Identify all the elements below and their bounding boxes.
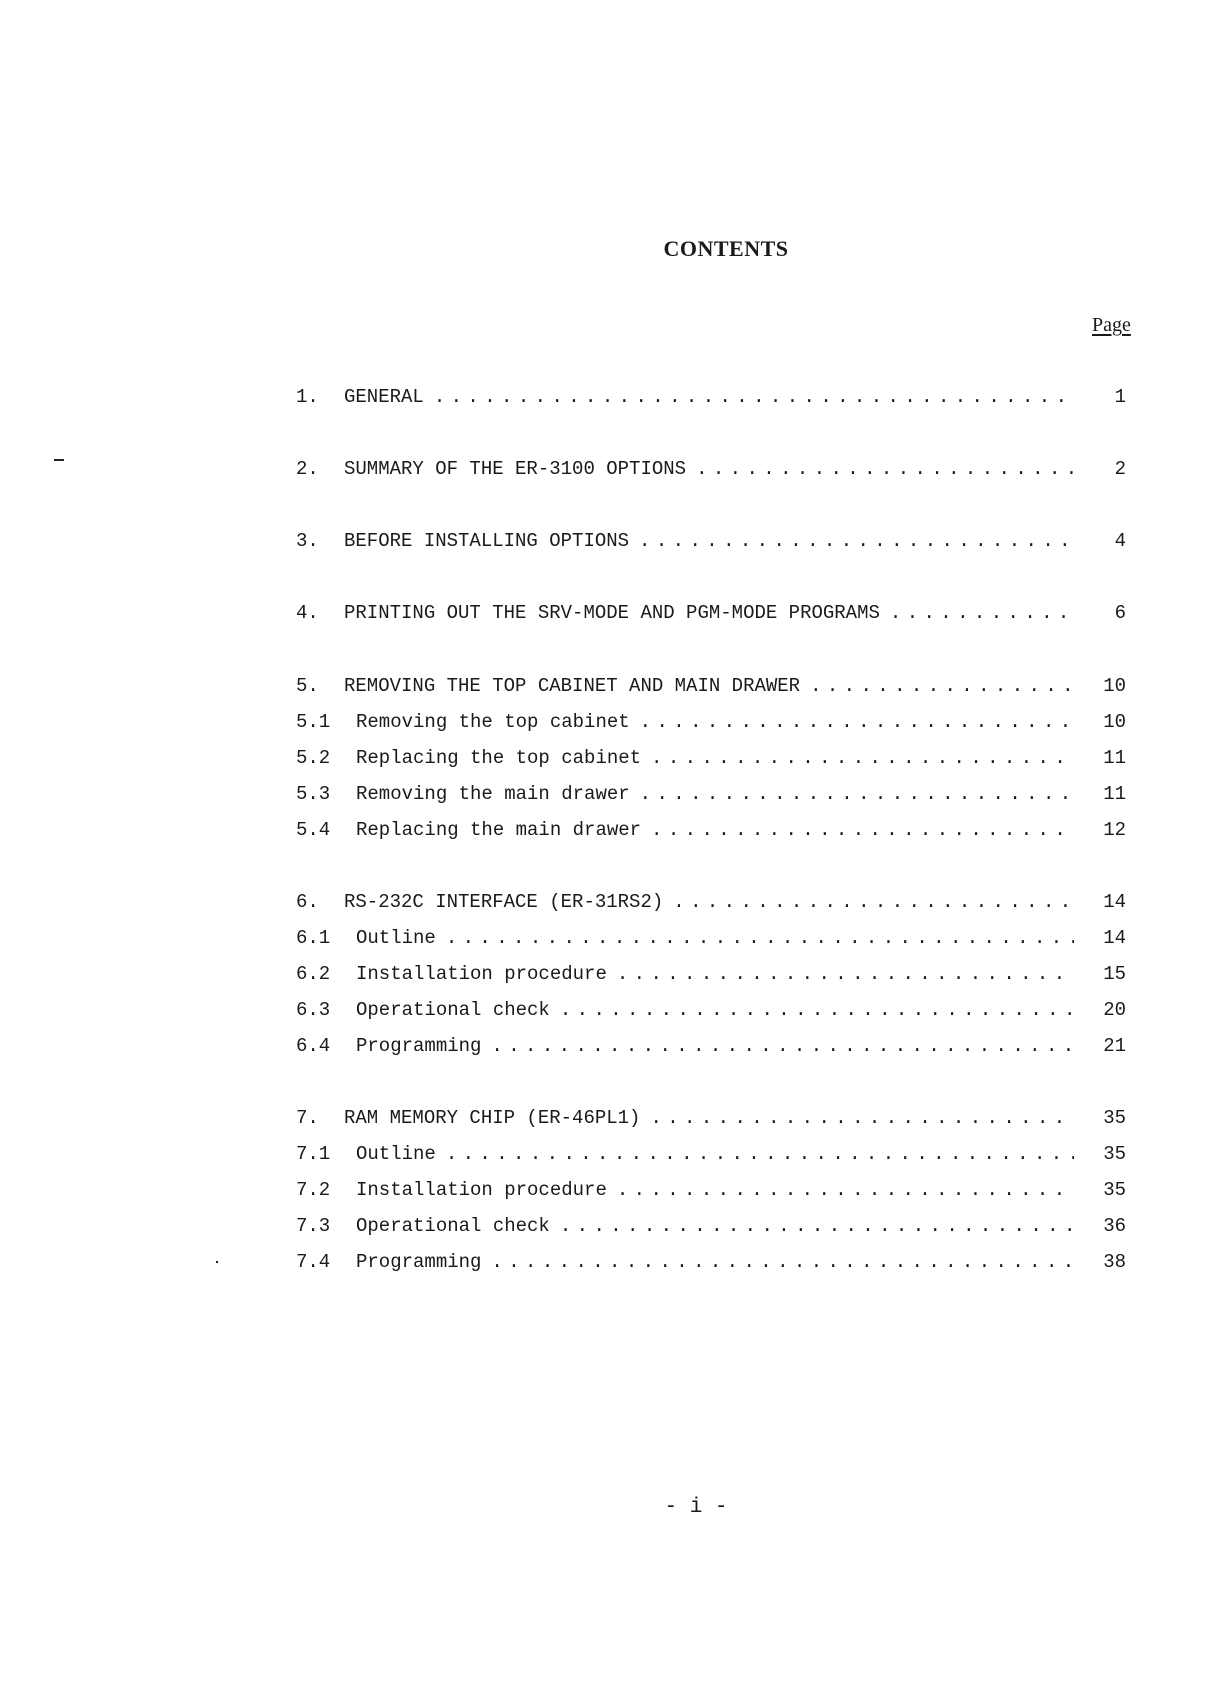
toc-entry-number: 5.4 xyxy=(296,819,331,841)
dot-leader xyxy=(650,1107,1074,1129)
toc-entry-page: 35 xyxy=(1103,1107,1126,1129)
toc-entry-1[interactable] xyxy=(296,386,1126,416)
dot-leader xyxy=(617,1179,1074,1201)
toc-entry-number: 4. xyxy=(296,602,319,624)
toc-entry-page: 2 xyxy=(1114,458,1126,480)
toc-entry-page: 10 xyxy=(1103,675,1126,697)
scan-artifact xyxy=(54,459,64,461)
toc-entry-label: Replacing the main drawer xyxy=(356,819,642,841)
toc-entry-page: 14 xyxy=(1103,891,1126,913)
dot-leader xyxy=(640,783,1074,805)
toc-entry-number: 2. xyxy=(296,458,319,480)
toc-entry-page: 14 xyxy=(1103,927,1126,949)
toc-entry-number: 7. xyxy=(296,1107,319,1129)
toc-entry-label: REMOVING THE TOP CABINET AND MAIN DRAWER xyxy=(344,675,801,697)
toc-entry-page: 36 xyxy=(1103,1215,1126,1237)
toc-entry-number: 1. xyxy=(296,386,319,408)
toc-entry-label: Outline xyxy=(356,1143,436,1165)
toc-entry-label: RS-232C INTERFACE (ER-31RS2) xyxy=(344,891,664,913)
toc-entry-3[interactable] xyxy=(296,530,1126,560)
toc-entry-label: Outline xyxy=(356,927,436,949)
toc-entry-6-3[interactable] xyxy=(296,999,1126,1029)
toc-entry-number: 7.4 xyxy=(296,1251,331,1273)
page-column-header: Page xyxy=(1092,314,1131,336)
toc-entry-page: 38 xyxy=(1103,1251,1126,1273)
toc-entry-page: 15 xyxy=(1103,963,1126,985)
toc-entry-label: Installation procedure xyxy=(356,1179,607,1201)
dot-leader xyxy=(651,819,1074,841)
page-number-footer: - i - xyxy=(664,1496,728,1519)
toc-entry-label: PRINTING OUT THE SRV-MODE AND PGM-MODE PROGRAMS xyxy=(344,602,880,624)
dot-leader xyxy=(446,927,1074,949)
toc-entry-5-3[interactable] xyxy=(296,783,1126,813)
dot-leader xyxy=(696,458,1074,480)
toc-entry-number: 6.4 xyxy=(296,1035,331,1057)
dot-leader xyxy=(560,1215,1074,1237)
page-title: CONTENTS xyxy=(663,236,789,261)
toc-entry-page: 12 xyxy=(1103,819,1126,841)
toc-entry-number: 5.2 xyxy=(296,747,331,769)
scan-artifact xyxy=(216,1261,218,1263)
toc-entry-label: Operational check xyxy=(356,1215,550,1237)
toc-entry-label: Operational check xyxy=(356,999,550,1021)
dot-leader xyxy=(810,675,1074,697)
toc-entry-7[interactable] xyxy=(296,1107,1126,1137)
toc-entry-page: 10 xyxy=(1103,711,1126,733)
toc-entry-label: BEFORE INSTALLING OPTIONS xyxy=(344,530,630,552)
toc-entry-number: 6. xyxy=(296,891,319,913)
toc-entry-7-4[interactable] xyxy=(296,1251,1126,1281)
dot-leader xyxy=(560,999,1074,1021)
toc-entry-5[interactable] xyxy=(296,675,1126,705)
toc-entry-label: Programming xyxy=(356,1035,482,1057)
toc-entry-6[interactable] xyxy=(296,891,1126,921)
toc-entry-page: 21 xyxy=(1103,1035,1126,1057)
dot-leader xyxy=(446,1143,1074,1165)
dot-leader xyxy=(639,530,1074,552)
toc-entry-7-2[interactable] xyxy=(296,1179,1126,1209)
toc-entry-page: 4 xyxy=(1114,530,1126,552)
toc-entry-7-3[interactable] xyxy=(296,1215,1126,1245)
toc-entry-7-1[interactable] xyxy=(296,1143,1126,1173)
toc-entry-number: 5. xyxy=(296,675,319,697)
toc-entry-number: 6.2 xyxy=(296,963,331,985)
dot-leader xyxy=(640,711,1074,733)
toc-entry-6-1[interactable] xyxy=(296,927,1126,957)
toc-entry-label: Removing the top cabinet xyxy=(356,711,630,733)
toc-entry-page: 35 xyxy=(1103,1143,1126,1165)
toc-entry-5-1[interactable] xyxy=(296,711,1126,741)
toc-entry-6-2[interactable] xyxy=(296,963,1126,993)
dot-leader xyxy=(673,891,1074,913)
dot-leader xyxy=(617,963,1074,985)
toc-entry-number: 6.3 xyxy=(296,999,331,1021)
dot-leader xyxy=(434,386,1074,408)
toc-entry-number: 5.1 xyxy=(296,711,331,733)
toc-entry-label: SUMMARY OF THE ER-3100 OPTIONS xyxy=(344,458,687,480)
toc-entry-page: 1 xyxy=(1114,386,1126,408)
dot-leader xyxy=(651,747,1074,769)
toc-entry-5-2[interactable] xyxy=(296,747,1126,777)
toc-entry-page: 20 xyxy=(1103,999,1126,1021)
dot-leader xyxy=(491,1251,1074,1273)
toc-entry-label: Programming xyxy=(356,1251,482,1273)
toc-entry-page: 6 xyxy=(1114,602,1126,624)
toc-entry-2[interactable] xyxy=(296,458,1126,488)
toc-entry-label: GENERAL xyxy=(344,386,424,408)
toc-entry-page: 35 xyxy=(1103,1179,1126,1201)
toc-entry-number: 6.1 xyxy=(296,927,331,949)
toc-entry-label: Replacing the top cabinet xyxy=(356,747,642,769)
toc-entry-number: 3. xyxy=(296,530,319,552)
toc-entry-number: 5.3 xyxy=(296,783,331,805)
toc-entry-5-4[interactable] xyxy=(296,819,1126,849)
dot-leader xyxy=(491,1035,1074,1057)
toc-entry-number: 7.3 xyxy=(296,1215,331,1237)
toc-entry-label: RAM MEMORY CHIP (ER-46PL1) xyxy=(344,1107,641,1129)
toc-entry-page: 11 xyxy=(1103,747,1126,769)
toc-entry-label: Removing the main drawer xyxy=(356,783,630,805)
toc-entry-number: 7.1 xyxy=(296,1143,331,1165)
toc-entry-6-4[interactable] xyxy=(296,1035,1126,1065)
toc-entry-number: 7.2 xyxy=(296,1179,331,1201)
toc-entry-4[interactable] xyxy=(296,602,1126,632)
toc-entry-page: 11 xyxy=(1103,783,1126,805)
toc-entry-label: Installation procedure xyxy=(356,963,607,985)
dot-leader xyxy=(890,602,1074,624)
